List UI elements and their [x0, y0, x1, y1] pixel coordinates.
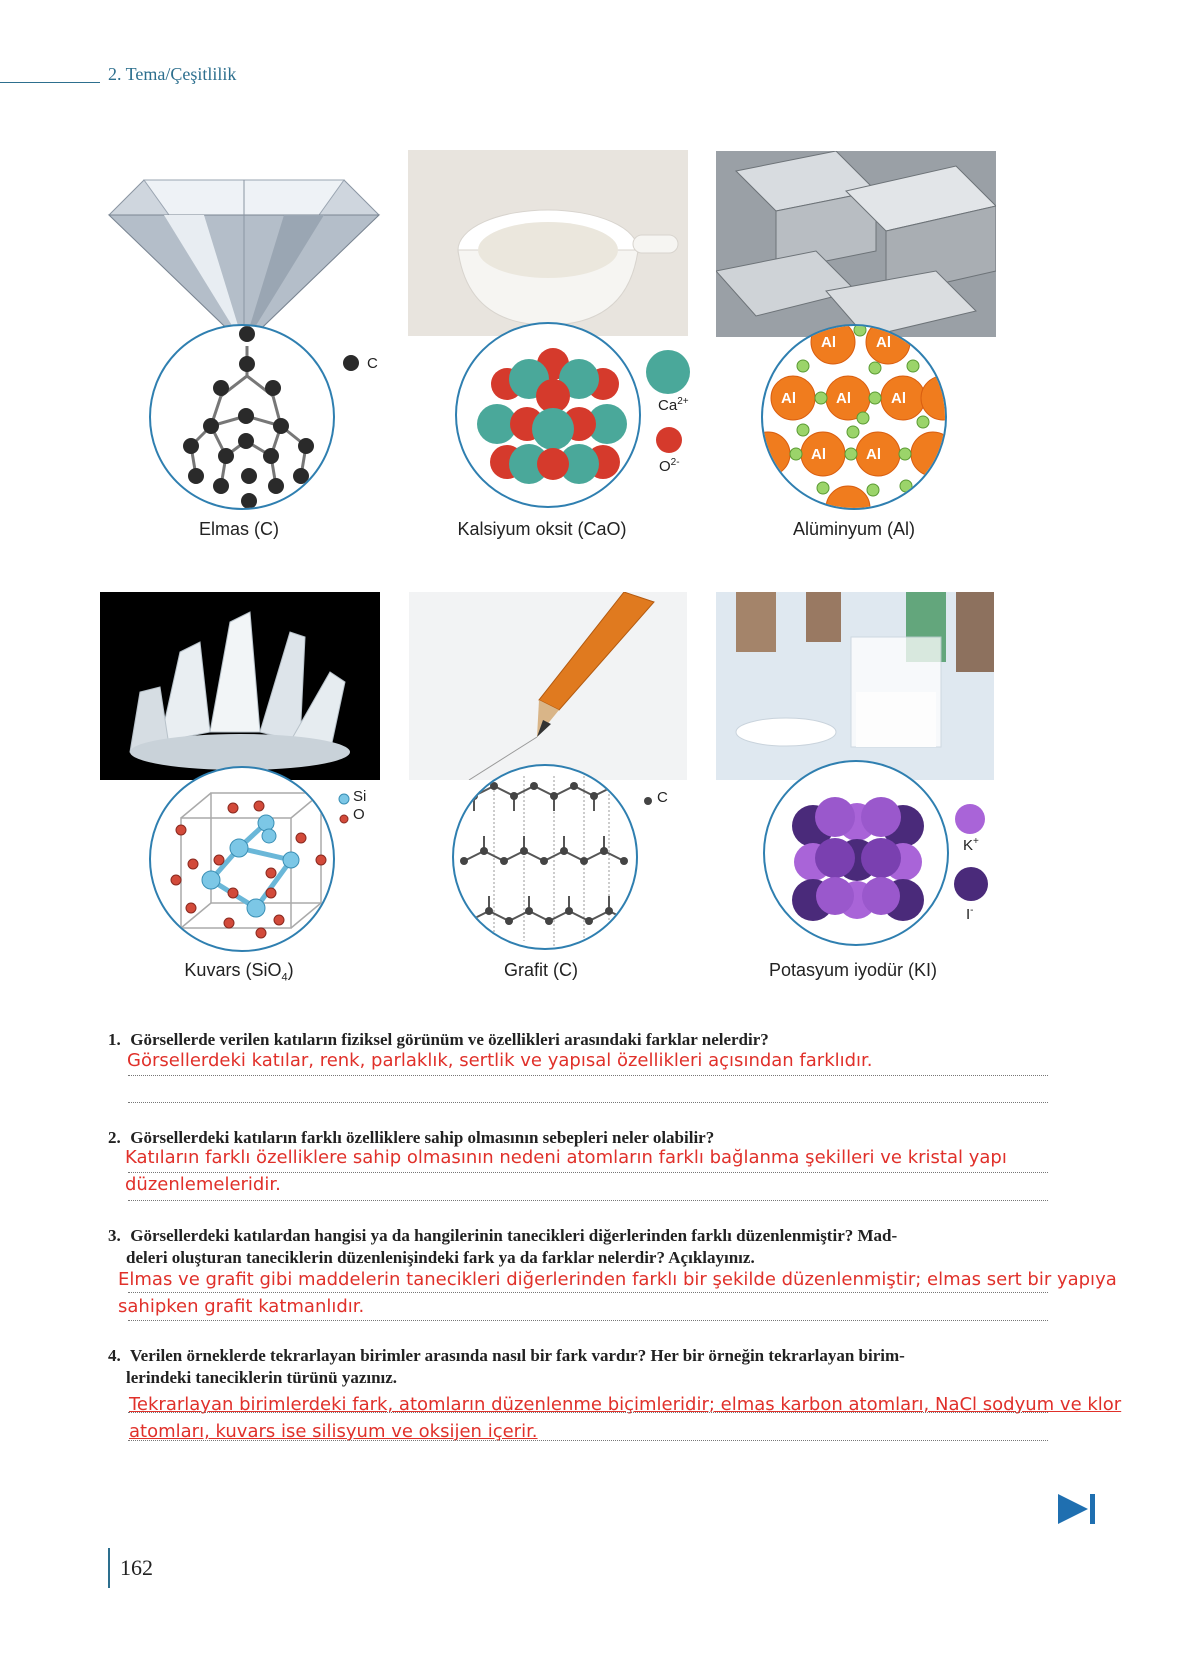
potassium-ion-legend-icon	[954, 803, 986, 840]
page-number-rule	[108, 1548, 110, 1588]
aluminium-photo	[716, 151, 996, 337]
iodide-ion-label: I-	[966, 905, 974, 923]
answer-3-line-2[interactable]: sahipken grafit katmanlıdır.	[118, 1296, 365, 1317]
answer-4-line-1[interactable]: Tekrarlayan birimlerdeki fark, atomların düzenlenme biçimleridir; elmas karbon atomları, NaCl sodyum ve klor	[129, 1394, 1122, 1415]
al-ion-text: Al	[876, 334, 891, 351]
al-ion-text: Al	[891, 390, 906, 407]
quartz-legend-si-icon	[338, 792, 350, 810]
caption-aluminium: Alüminyum (Al)	[792, 519, 916, 539]
iodide-ion-legend-icon	[953, 866, 989, 907]
quartz-legend-o-label: O	[353, 806, 365, 823]
al-ion-text: Al	[811, 446, 826, 463]
calcium-ion-legend-icon	[645, 349, 691, 400]
graphite-legend-label: C	[657, 789, 668, 806]
question-2: 2. Görsellerdeki katıların farklı özelliklere sahip olmasının sebepleri neler olabilir?	[108, 1128, 715, 1147]
answer-1-rule	[128, 1102, 1048, 1103]
answer-2-line-2[interactable]: düzenlemeleridir.	[125, 1174, 281, 1195]
answer-4-rule	[128, 1440, 1048, 1441]
oxide-ion-label: $O^{2-}$	[659, 457, 680, 475]
potassium-iodide-photo	[716, 592, 994, 780]
answer-2-rule	[128, 1200, 1048, 1201]
answer-2-line-1[interactable]: Katıların farklı özelliklere sahip olmasının nedeni atomların farklı bağlanma şekilleri ve kristal yapı	[125, 1147, 1007, 1168]
pencil-photo	[409, 592, 687, 780]
al-ion-text: Al	[821, 334, 836, 351]
al-ion-text: Al	[866, 446, 881, 463]
chapter-title: 2. Tema/Çeşitlilik	[108, 64, 237, 84]
answer-1-line-1[interactable]: Görsellerdeki katılar, renk, parlaklık, sertlik ve yapısal özellikleri açısından farklıdır.	[127, 1050, 873, 1071]
quartz-structure-circle	[149, 766, 335, 952]
next-page-button[interactable]	[1058, 1494, 1098, 1524]
page-number: 162	[120, 1555, 153, 1580]
skip-forward-icon	[1058, 1494, 1098, 1524]
caption-graphite: Grafit (C)	[504, 960, 578, 980]
caption-calcium-oxide: Kalsiyum oksit (CaO)	[457, 519, 627, 539]
question-3: 3. Görsellerdeki katılardan hangisi ya da hangilerinin tanecikleri diğerlerinden farklı düzenlenmiştir? Mad-	[108, 1226, 898, 1245]
answer-3-rule	[128, 1320, 1048, 1321]
question-3-line-2: deleri oluşturan taneciklerin düzenlenişindeki fark ya da farklar nelerdir? Açıklayınız.	[126, 1248, 755, 1267]
diamond-structure-circle	[149, 324, 335, 510]
potassium-ion-label: K+	[963, 836, 979, 854]
question-4: 4. Verilen örneklerde tekrarlayan birimler arasında nasıl bir fark vardır? Her bir örneğin tekrarlayan birim-	[108, 1346, 905, 1365]
diamond-photo	[104, 150, 384, 350]
quartz-legend-si-label: Si	[353, 788, 367, 805]
answer-3-rule	[128, 1292, 1048, 1293]
calcium-oxide-structure-circle	[455, 322, 641, 508]
answer-3-line-1[interactable]: Elmas ve grafit gibi maddelerin tanecikleri diğerlerinden farklı bir şekilde düzenlenmiştir; elmas sert bir yapıya	[118, 1269, 1117, 1290]
calcium-ion-label: $Ca^{2+}$	[658, 396, 689, 414]
quartz-legend-o-icon	[339, 811, 349, 829]
answer-4-rule	[128, 1412, 1048, 1413]
graphite-structure-circle	[452, 764, 638, 950]
calcium-oxide-photo	[408, 150, 688, 336]
diamond-legend-label: C	[367, 355, 378, 372]
header-rule	[0, 82, 100, 83]
graphite-legend-icon	[643, 793, 653, 811]
caption-quartz: Kuvars (SiO$_4$)	[184, 960, 294, 984]
diamond-legend	[342, 354, 362, 379]
caption-diamond: Elmas (C)	[199, 519, 279, 539]
oxide-ion-legend-icon	[655, 426, 683, 459]
answer-1-rule	[128, 1075, 1048, 1076]
quartz-photo	[100, 592, 380, 780]
answer-2-rule	[128, 1172, 1048, 1173]
question-4-line-2: lerindeki taneciklerin türünü yazınız.	[126, 1368, 398, 1387]
al-ion-text: Al	[836, 390, 851, 407]
potassium-iodide-structure-circle	[763, 760, 949, 946]
caption-potassium-iodide: Potasyum iyodür (KI)	[768, 960, 938, 980]
al-ion-text: Al	[781, 390, 796, 407]
aluminium-structure-circle	[761, 324, 947, 510]
question-1: 1. Görsellerde verilen katıların fiziksel görünüm ve özellikleri arasındaki farklar nelerdir?	[108, 1030, 769, 1049]
answer-4-line-2[interactable]: atomları, kuvars ise silisyum ve oksijen içerir.	[129, 1421, 538, 1442]
